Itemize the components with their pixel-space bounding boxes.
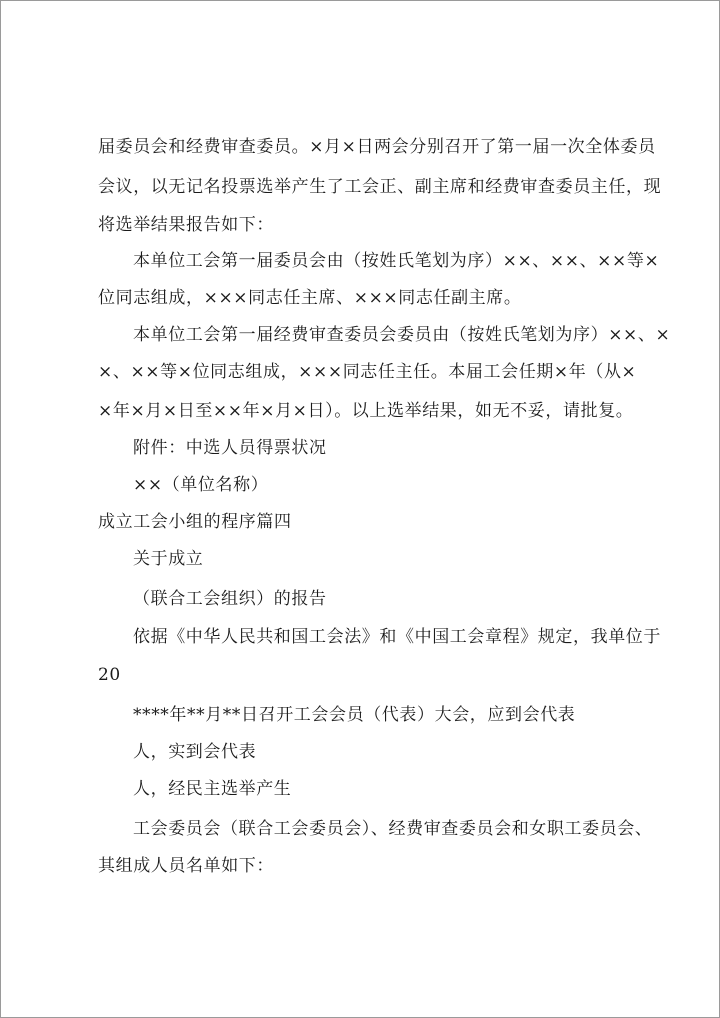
paragraph-line: ×年×月×日至××年×月×日）。以上选举结果，如无不妥，请批复。 bbox=[98, 401, 634, 421]
paragraph-line: 会议，以无记名投票选举产生了工会正、副主席和经费审查委员主任，现 bbox=[98, 177, 662, 197]
paragraph-line: 届委员会和经费审查委员。×月×日两会分别召开了第一届一次全体委员 bbox=[98, 137, 656, 157]
paragraph-line: 人，实到会代表 bbox=[133, 742, 257, 762]
signature-line: ××（单位名称） bbox=[133, 475, 269, 495]
paragraph-line: 依据《中华人民共和国工会法》和《中国工会章程》规定，我单位于 bbox=[133, 627, 661, 647]
report-title-line: 关于成立 bbox=[133, 549, 204, 569]
paragraph-line: 本单位工会第一届委员会由（按姓氏笔划为序）××、××、××等× bbox=[133, 251, 660, 271]
paragraph-line: 本单位工会第一届经费审查委员会委员由（按姓氏笔划为序）××、× bbox=[133, 325, 671, 345]
paragraph-line: 人，经民主选举产生 bbox=[133, 779, 292, 799]
paragraph-line: ****年**月**日召开工会会员（代表）大会，应到会代表 bbox=[133, 705, 576, 725]
paragraph-line: ×、××等×位同志组成，×××同志任主任。本届工会任期×年（从× bbox=[98, 362, 637, 382]
attachment-line: 附件：中选人员得票状况 bbox=[133, 438, 327, 458]
paragraph-line: 其组成人员名单如下： bbox=[98, 856, 274, 876]
paragraph-line: 将选举结果报告如下： bbox=[98, 215, 274, 235]
paragraph-line: 工会委员会（联合工会委员会）、经费审查委员会和女职工委员会、 bbox=[133, 819, 653, 839]
section-heading: 成立工会小组的程序篇四 bbox=[98, 512, 292, 532]
paragraph-line: 位同志组成，×××同志任主席、×××同志任副主席。 bbox=[98, 288, 522, 308]
report-title-line: （联合工会组织）的报告 bbox=[133, 589, 327, 609]
paragraph-line: 20 bbox=[98, 665, 121, 685]
